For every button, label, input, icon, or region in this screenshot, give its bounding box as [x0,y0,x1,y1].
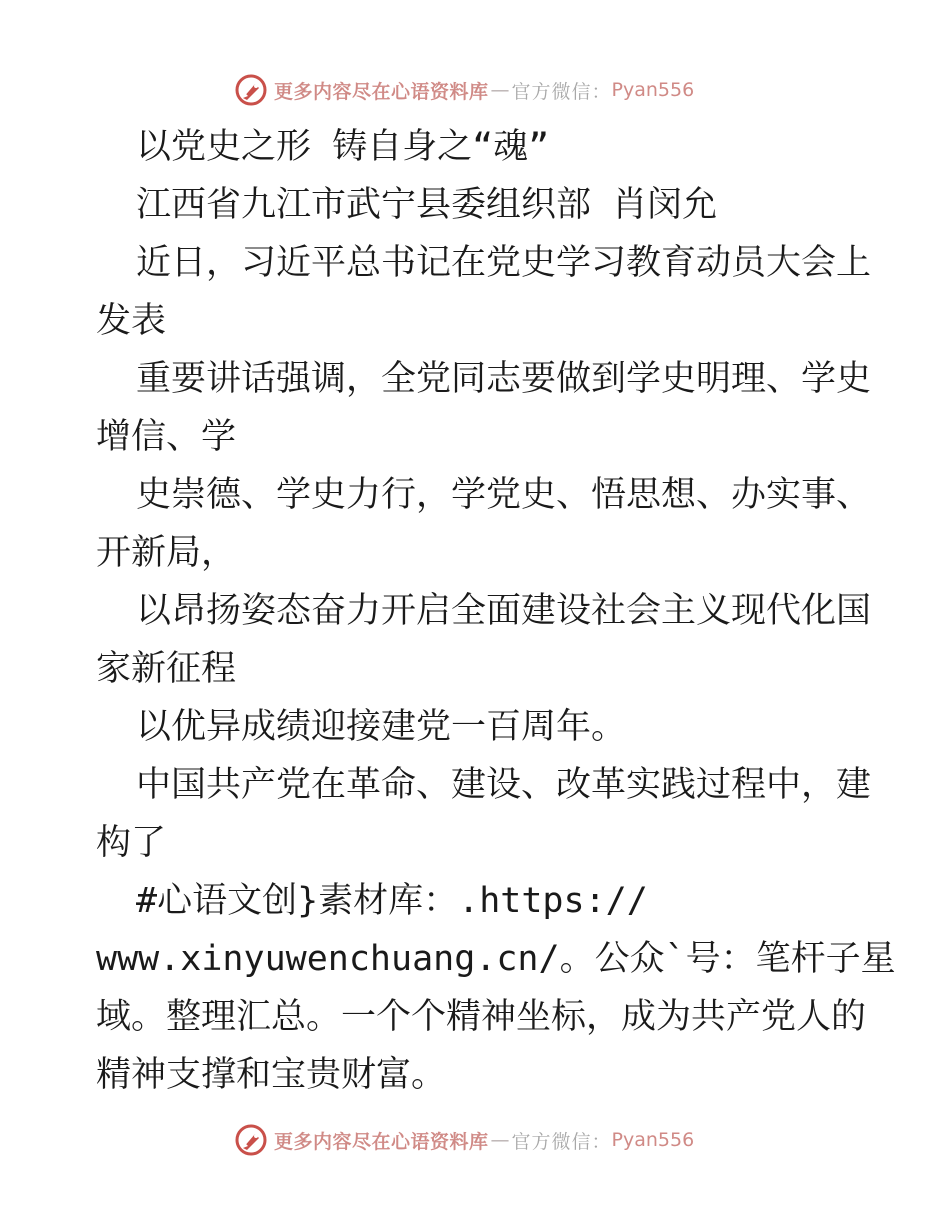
article-line: #心语文创}素材库：.https:// [136,881,648,921]
pen-nib-circle-icon [234,1123,268,1157]
banner-wechat-id: Pyan556 [611,79,695,101]
article-title: 以党史之形 铸自身之“魂” [136,127,550,167]
banner-wechat-label: 官方微信： [511,1130,612,1153]
header-banner [234,72,694,108]
article-line: 中国共产党在革命、建设、改革实践过程中，建 [136,765,872,805]
article-line: 史崇德、学史力行，学党史、悟思想、办实事、 [136,475,872,515]
article-body [96,118,896,1104]
article-line: 开新局， [96,533,237,573]
article-author: 江西省九江市武宁县委组织部 肖闵允 [136,185,718,225]
article-line: www.xinyuwenchuang.cn/。公众`号：笔杆子星 [96,939,896,979]
footer-banner [234,1122,694,1158]
article-line: 构了 [96,823,167,863]
article-line: 发表 [96,301,167,341]
article-line: 域。整理汇总。一个个精神坐标，成为共产党人的 [96,997,867,1037]
banner-slogan: 更多内容尽在心语资料库 [274,1130,489,1153]
article-line: 增信、学 [96,417,237,457]
pen-nib-circle-icon [234,73,268,107]
banner-wechat-label: 官方微信： [511,80,612,103]
article-line: 以昂扬姿态奋力开启全面建设社会主义现代化国 [136,591,872,631]
banner-slogan: 更多内容尽在心语资料库 [274,80,489,103]
article-line: 精神支撑和宝贵财富。 [96,1055,447,1095]
banner-dash: — [490,1129,510,1151]
article-line: 重要讲话强调，全党同志要做到学史明理、学史 [136,359,872,399]
article-line: 以优异成绩迎接建党一百周年。 [136,707,627,747]
banner-dash: — [490,79,510,101]
article-line: 家新征程 [96,649,237,689]
article-line: 近日，习近平总书记在党史学习教育动员大会上 [136,243,872,283]
banner-wechat-id: Pyan556 [611,1129,695,1151]
